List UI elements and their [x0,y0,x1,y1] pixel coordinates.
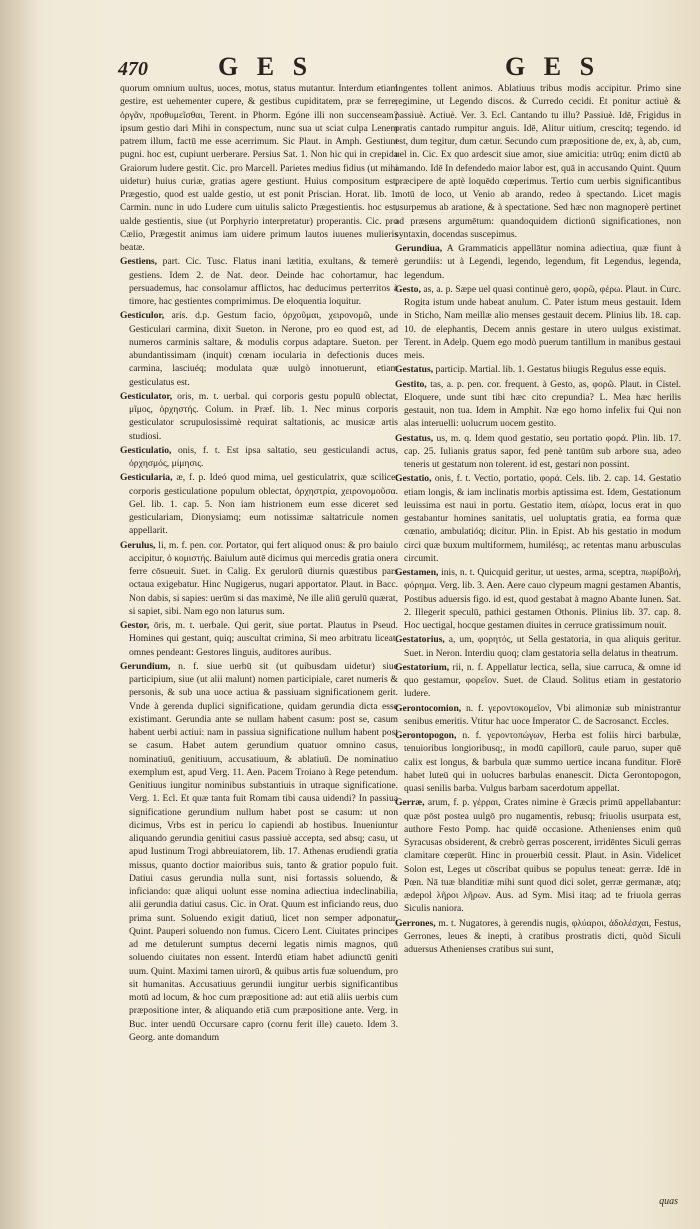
running-head-right: G E S [505,52,601,81]
entry-headword: Gestatorius, [395,634,445,646]
entry-headword: Gestatorium, [395,661,450,673]
catchword: quas [659,1196,678,1207]
entry-text: onis, f. t. Vectio, portatio, φορά. Cels. lib. 2. cap. 14. Gestatio etiam longis, & iam inclinatis morbis aptissima est. Idem, Gestationum leuissima est naui in portu. Gestatio item, αἰώρα, locus erat in quo gestabantur homines sanitatis, uel uoluptatis gratia, ea forma quæ cœnatio, ambulatióq; dicitur. Plin. in Epist. Ab his gestatio in modum circi quæ buxum multiformem, humilésq;, ac retentas manu arbusculas circumit. [404,473,681,564]
entry-headword: Gestito, [395,378,427,390]
entry-headword: Gesto, [395,283,421,295]
entry-text: arum, f. p. γέρραι, Crates nimine è Græcis primū appellabantur: quæ pōst postea uulgō pro nugamentis, rebusq; friuolis usurpata est, authore Festo Pomp. hac quidē occasione. Athenienses enim quū Syracusas obsiderent, & crebrò gerras poscerent, irridēntes Siculi gerras clamitare cœperūt. Hinc in prouerbiū cessit. Plaut. in Asin. Videlicet Solon est, Leges ut cōscribat quibus se populus teneat: gerræ. Idē in Pœn. Nā tuæ blanditiæ mihi sunt quod dici solet, gerræ germanæ, atq; ædepol λῆροι λῆρων. Aus. ad Sym. Misi itaq; ad te friuola gerras Siculis naniora. [404,797,681,915]
running-head-left: G E S [218,52,314,81]
entry-text: æ, f. p. Ideó quod mima, uel gesticulatrix, quæ scilicet corporis gesticulatione populum oblectat, ὀρχηστρία, χειρονομοῦσα. Gel. lib. 1. cap. 5. Non iam histrionem eum esse diceret sed gesticulariam, Dionysiamq; eum notissimæ saltatricule nomen appellarit. [129,472,398,537]
dictionary-entry [120,660,398,1044]
dictionary-entry [395,363,681,376]
entry-text: ōris, m. t. uerbale. Qui gerit, siue portat. Plautus in Pseud. Homines qui gestant, quiq; auscultat crimina, Si meo arbitratu liceat, omnes pendeant: Gestores linguis, auditores auribus. [129,620,398,658]
dictionary-entry [395,661,681,701]
dictionary-entry [395,82,681,241]
dictionary-entry [395,566,681,632]
dictionary-entry [120,444,398,471]
entry-headword: Gestatio, [395,473,432,485]
dictionary-entry [395,729,681,795]
dictionary-entry [395,432,681,472]
entry-text: aris. d.p. Gestum facio, ὀρχοῦμαι, χειρονομῶ, unde Gesticulari carmina, dixit Sueton. in Nerone, pro eo quod est, ad numeros carminis saltare, & modulis corpus adaptare. Sueton. per abundantissimam (inquit) cœnam iocularia in defectionis duces carmina, lasciuéq; modulata quæ uulgò innotuerunt, etiam gesticulatus est. [129,310,398,388]
entry-text: onis, f. t. Est ipsa saltatio, seu gesticulandi actus, ὀρχησμός, μίμησις. [129,444,398,469]
entry-headword: Gerontopogon, [395,730,457,741]
dictionary-entry [120,619,398,659]
entry-text: inis, n. t. Quicquid geritur, ut uestes, arma, sceptra, πωρίβολή, φόρημα. Verg. lib. 3. Aen. Aere cauo clypeum magni gestamen Abantis, Postibus aduersis figo. id est, quod gestabat à magno Abante Iunen. Sat. 2. Illegerit speculū, pathici gestamen Othonis. Plinius lib. 37. cap. 8. Hoc uectigal, hocque gestamen diuites in cerruce gratissimum nouit. [404,567,681,631]
entry-headword: Gestamen, [395,567,439,578]
dictionary-entry [395,472,681,565]
entry-text: li, m. f. pen. cor. Portator, qui fert aliquod onus: & pro baiulo accipitur, ὁ κομιστής. Baiulum autē dicimus qui mercedis gratia onera ferre cōsueuit. Suet. in Calig. Ex gerulorū diurnis quæstibus pars octaua exigebatur. Hinc Nugigerus, nugari apportator. Plaut. in Bacc. Non dabis, si sapies: uerūm si das maximè, Ne ille aliū gerulū quærat, si sapiet, sibi. Nam ego non laturus sum. [129,539,398,617]
entry-headword: Gestiens, [120,256,158,268]
entry-text: part. Cic. Tusc. Flatus inani lætitia, exultans, & temerè gestiens. Idem 2. de Nat. deor. Deinde hac cohortamur, hac persuademus, hac consolamur afflictos, hac deducimus perterritos à timore, hac gestientes comprimimus. De eloquentia loquitur. [129,256,398,307]
entry-text: Ingentes tollent animos. Ablatiuus tribus modis accipitur. Primo sine regimine, ut Legendo discos. & Curredo cecidi. Et ponitur actiuè & passiuè. Actiuè. Ver. 3. Ecl. Cantando tu illu? Passiuè. Idē, Frigidus in pratis cantado rumpitur anguis. Idē, Alitur uitium, crescitq; tegendo. id est, dum tegitur, dum cætur. Secundo cum præpositione de, ex, à, ab, cum, uel in. Cic. Ex quo ardescit siue amor, siue amicitia: utrūq; enim dictū ab amando. Idē In defendedo maior labor est, quā in accusando Quint. Quum præcipere de aptè loquēdo cœperimus. Tertio cum uerbis significantibus motū de loco, ut Venio ab arando, redeo à spectando. Licet magis usurpemus ab aratione, & à spectatione. Sed hæc non magnoperè pertinet ad præsens argumētum: quandoquidem dictionū significationes, non syntaxin, docendas suscepimus. [395,83,681,240]
entry-text: A Grammaticis appellātur nomina adiectiua, quæ fiunt à gerundiis: ut à Legendi, legendo, legendum, fit Legendus, legenda, legendum. [404,243,681,281]
entry-headword: Gesticularia, [120,472,173,484]
entry-text: n. f. γεροντοπώγων, Herba est foliis hirci barbulæ, tenuioribus longioribusq;, in modū capillorū, caule paruo, super quē calix est longus, & barbula quæ summo uertice incana funditur. Florē habet luteū qui in uolucres barbulas enanescit. Dicta Gerontopogon, quasi senilis barba. Vulgus barbam sacerdotum appellat. [404,730,681,794]
entry-text: n. f. γεροντοκομεῖον, Vbi alimoniæ sub ministrantur senibus emeritis. Vtitur hac uoce Imperator C. de Sacrosanct. Eccles. [404,702,681,727]
entry-text: rii, n. f. Appellatur lectica, sella, siue carruca, & omne id quo gestamur, φορεῖον. Suet. de Claud. Solitus etiam in gestatorio ludere. [404,661,681,700]
entry-headword: Gerulus, [120,539,156,551]
left-column [120,82,398,1207]
dictionary-entry [120,255,398,308]
entry-text: a, um, φορητός, ut Sella gestatoria, in qua aliquis geritur. Suet. in Neron. Interdiu quoq; clam gestatoria sella delatus in theatrum. [404,634,681,659]
entry-text: n. f. siue uerbū sit (ut quibusdam uidetur) siue participium, siue (ut alii malunt) nomen participiale, caret numeris & personis, & sub una uoce actiua & passiuam significationem gerit. Vnde à gerenda duplici significatione, quidam gerundia dicta esse existimant. Gerundia ante se nullam habent casum: post se, casum habent uerbi actiui: nam in passiua significatione nullum habent post se casum. Habet autem gerundium quatuor omnino casus, nominatiuū, genitiuum, accusatiuum, & ablatiuū. De nominatiuo exemplum est, apud Verg. 11. Aen. Pacem Troiano à Rege petendum. Genitiuus iungitur nominibus substantiuis in utraque significatione. Verg. 1. Ecl. Et quæ tanta fuit Romam tibi causa uidendi? In passiua significatione gerundium nullum habet post se casum: ut non dicimus, Vrbs est in pericu lo capiendi ab hostibus. Inueniuntur aliquando gerundia genitiui casus passiuè accepta, sed absq; casu, ut apud Iustinum Trogi abbreuiatorem, lib. 17. Athenas erudiendi gratia missus, quanto doctior maioribus suis, tanto & gratior populo fuit. Datiui casus gerundia nulla sunt, nisi fortassis soluendo, & inficiando: quæ aliqui uolunt esse nomina adiectiua indeclinabilia, alii gerundia datiui casus. Cic. in Orat. Quum est inficiando reus, duo prima sunt. Soluendo exigit datiuū, licet non semper adponatur. Quint. Pauperi soluendo non fumus. Cicero Lent. Ciuitates principes ad me detulerunt sumptus decerni legatis nimis magnos, quū soluendo ciuitates non essent. Interdū etiam habet adiunctū geniti uum. Quint. Maximi tamen uirorū, & quibus artis fuæ soluendum, pro sit humanitas. Accusatiuus gerundii iungitur uerbis significantibus motū ad locum, & hoc cum præpositione ad: aut etiā aliis uerbis cum præpositione inter, & aliquando etiā cum præpositione ante. Verg. in Buc. inter uendū Occursare capro (cornu ferit ille) caueto. Idem 3. Georg. ante domandum [129,660,398,1043]
dictionary-entry [120,82,398,254]
entry-headword: Gerræ, [395,797,425,809]
entry-headword: Gerrones, [395,917,436,929]
entry-text: particip. Martial. lib. 1. Gestatus biiugis Regulus esse equis. [435,364,666,376]
entry-headword: Gerundium, [120,660,171,672]
entry-text: oris, m. t. uerbal. qui corporis gestu populū oblectat, μῖμος, ὀρχηστής. Colum. in Præf. lib. 1. Nec minus corporis gesticulator scrupulosissimè requirat saltationis, ac musicæ artis studiosi. [129,390,398,442]
dictionary-entry [395,917,681,957]
entry-text: tas, a. p. pen. cor. frequent. à Gesto, as, φορῶ. Plaut. in Cistel. Eloquere, unde sunt tibi hæc cito crepundia? L. Mea hæc herilis gestauit, non tua. Idem in Amphit. Næ ego homo infelix fui Qui non alas interuelli: uolucrum uocem gestito. [404,378,681,430]
entry-text: as, a. p. Sæpe uel quasi continuè gero, φορῶ, φέρω. Plaut. in Curc. Rogita istum unde habeat anulum. C. Pater istum meus gestauit. Idem in Sticho, Nam meillæ alio menses gestauit decem. Plinius lib. 18. cap. 10. de elephantis, Decem annis gestare in utero uulgus existimat. Terent. in Adelp. Quem ego modò puerum tantillum in manibus gestaui meis. [404,283,681,361]
entry-headword: Gestatus, [395,364,434,376]
entry-headword: Gerundiua, [395,243,443,254]
dictionary-entry [120,309,398,389]
entry-headword: Gestatus, [395,432,434,444]
entry-headword: Gesticulator, [120,390,173,402]
dictionary-entry [395,242,681,282]
dictionary-entry [395,702,681,729]
entry-text: us, m. q. Idem quod gestatio, seu portatio φορά. Plin. lib. 17. cap. 25. Iulianis gratus sapor, fed penè tantūm sub arbore sua, adeo teneris ut gestatum non tolerent. id est, gestari non possint. [404,432,681,470]
entry-headword: Gesticulor, [120,310,165,322]
right-column [395,82,681,1207]
entry-text: quorum omnium uultus, uoces, motus, status mutantur. Interdum etiam gestire, est uehementer cupere, & gestibus cupiditatem, præ se ferre, ὀργᾶν, προθυμεῖσθαι, Terent. in Phorm. Egóne illi non succenseam? ipsum gestio dari Mihi in conspectum, nunc sua ut sciat culpa Lenem patrem illum, factū me esse acerrimum. Sic Plaut. in Amph. Gestiunt pugni. hoc est, cupiunt uerberare. Persius Sat. 1. Non hic qui in crepida Graiorum ludere gestit. Cic. pro Marcell. Parietes medius fidius (ut mihi uidetur) huius curiæ, gratias agere gestiunt. Huius compositum est, Prægestio, quod est ualde gestio, ut est ponit Priscian. Horat. lib. 1. Carmin. nunc in udo Ludere cum uitulis salicto Prægestientis. hoc est, ualde gestientis, siue (ut Porphyrio interpretatur) properantis. Cic. pro Cælio, Prægestit animus iam uidere primum lautos iuuenes mulieris beatæ. [120,83,398,253]
dictionary-entry [395,633,681,660]
dictionary-entry [120,539,398,619]
page-number: 470 [118,58,148,80]
page-header [0,52,700,82]
dictionary-entry [120,390,398,443]
gutter-shadow [0,0,40,1229]
dictionary-entry [395,283,681,363]
entry-text: m. t. Nugatores, à gerendis nugis, φλύαροι, ἀδολέσχαι, Festus, Gerrones, leues & inepti, à cratibus prostratis dicti, quòd Siculi aduersus Athenienses cratibus sui sunt, [404,917,681,955]
entry-headword: Gesticulatio, [120,444,172,456]
dictionary-entry [395,796,681,915]
dictionary-entry [120,471,398,537]
dictionary-entry [395,378,681,431]
entry-headword: Gestor, [120,620,150,631]
entry-headword: Gerontocomion, [395,702,462,714]
